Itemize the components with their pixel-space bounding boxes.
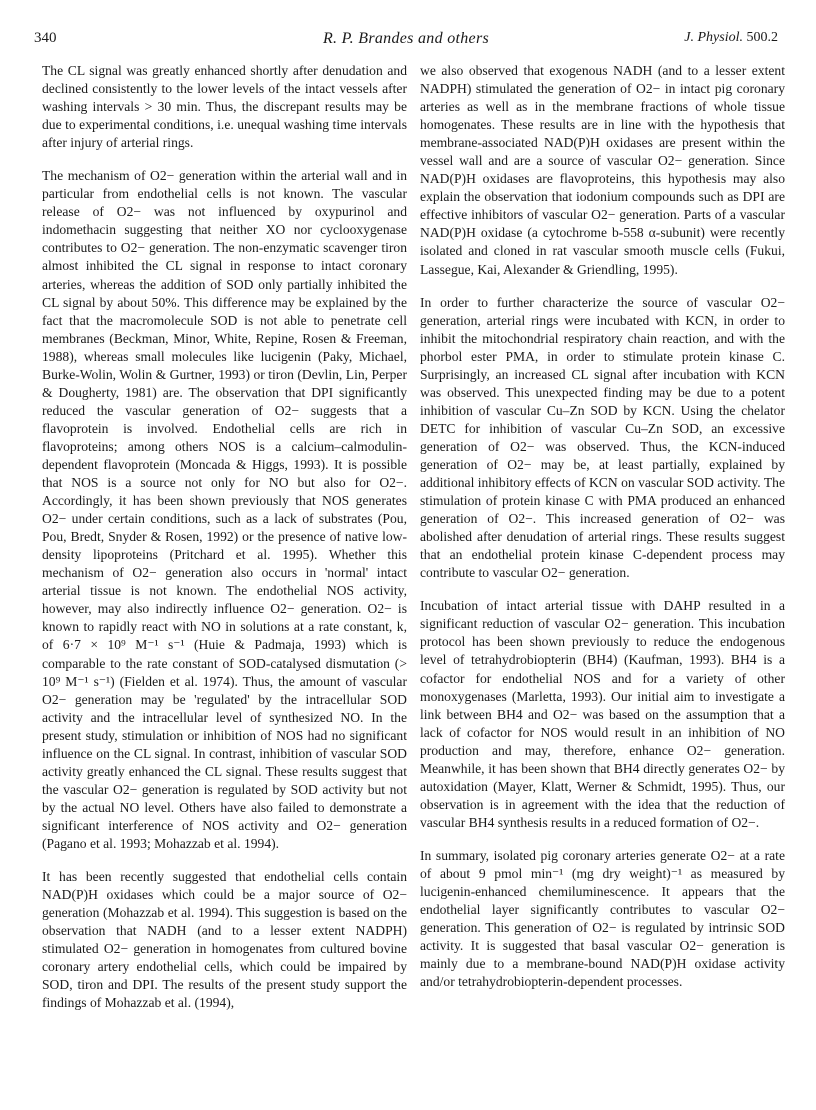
paragraph: It has been recently suggested that endothelial cells contain NAD(P)H oxidases which could be a major source of O2− generation (Mohazzab et al. 1994). This suggestion is based on the observation that NADH (and to a lesser extent NADPH) stimulated O2− generation in homogenates from cultured bovine coronary artery endothelial cells, which could be impaired by SOD, tiron and DPI. The results of the present study support the findings of Mohazzab et al. (1994),	[42, 869, 407, 1011]
paragraph: In order to further characterize the source of vascular O2− generation, arterial rings were incubated with KCN, in order to inhibit the mitochondrial respiratory chain reaction, and with the phorbol ester PMA, in order to stimulate protein kinase C. Surprisingly, an increased CL signal after incubation with KCN was observed. This unexpected finding may be due to a potent inhibition of vascular Cu–Zn SOD by KCN. Using the chelator DETC for inhibition of vascular Cu–Zn SOD, an excessive generation of O2− was observed. Thus, the KCN-induced generation of O2− may be, at least partially, explained by additional inhibitory effects of KCN on vascular SOD activity. The stimulation of protein kinase C with PMA produced an enhanced generation of O2−. This increased generation of O2− was abolished after denudation of arterial rings. These results suggest that an endothelial protein kinase C-dependent process may contribute to vascular O2− generation.	[420, 294, 785, 581]
paragraph: The mechanism of O2− generation within the arterial wall and in particular from endothelial cells is not known. The vascular release of O2− was not influenced by oxypurinol and indomethacin suggesting that neither XO nor cyclooxygenase contributes to O2− generation. The non-enzymatic scavenger tiron almost inhibited the CL signal in response to intact coronary arteries, whereas the addition of SOD only partially inhibited the CL signal by about 50%. This difference may be explained by the fact that the macromolecule SOD is not able to penetrate cell membranes (Beckman, Minor, White, Repine, Rosen & Freeman, 1988), whereas small molecules like lucigenin (Paky, Michael, Burke-Wolin, Wolin & Gurtner, 1993) or tiron (Devlin, Lin, Perper & Dougherty, 1981) are. The observation that DPI significantly reduced the vascular generation of O2− suggests that a flavoprotein is involved. Endothelial cells are rich in flavoproteins; among others NOS is a calcium–calmodulin-dependent flavoprotein (Moncada & Higgs, 1993). It is possible that NOS is a source not only for NO but also for O2−. Accordingly, it has been shown previously that NOS generates O2− under certain conditions, such as a lack of substrates (Pou, Pou, Bredt, Snyder & Rosen, 1992) or the presence of native low-density lipoproteins (Pritchard et al. 1995). Whether this mechanism of O2− generation also occurs in 'normal' intact arterial tissue is not known. The endothelial NOS activity, however, may also indirectly influence O2− generation. O2− is known to rapidly react with NO in solutions at a rate constant, k, of 6·7 × 10⁹ M⁻¹ s⁻¹ (Huie & Padmaja, 1993) which is comparable to the rate constant of SOD-catalysed dismutation (> 10⁹ M⁻¹ s⁻¹) (Fielden et al. 1974). Thus, the amount of vascular O2− generation may be 'regulated' by the intracellular SOD activity and the intracellular level of synthesized NO. In the present study, stimulation or inhibition of NOS had no significant influence on the CL signal. In contrast, inhibition of vascular SOD activity greatly enhanced the CL signal. These results suggest that the vascular O2− generation is regulated by SOD activity but not by the actual NO level. Others have also failed to demonstrate a significant interference of NOS activity and O2− generation (Pagano et al. 1993; Mohazzab et al. 1994).	[42, 168, 407, 851]
paragraph: Incubation of intact arterial tissue with DAHP resulted in a significant reduction of vascular O2− generation. This incubation protocol has been shown previously to reduce the endogenous level of tetrahydrobiopterin (BH4) (Kaufman, 1993). BH4 is a cofactor for endothelial NOS and for a variety of other monoxygenases (Marletta, 1993). Our initial aim to investigate a link between BH4 and O2− was based on the assumption that a lack of cofactor for NOS would result in an inhibition of NO production and may, therefore, enhance O2− generation. Meanwhile, it has been shown that BH4 directly generates O2− by autoxidation (Mayer, Klatt, Werner & Schmidt, 1995). Thus, our observation is in agreement with the idea that the reduction of vascular BH4 synthesis results in a reduced formation of O2−.	[420, 598, 785, 830]
right-column	[420, 62, 785, 1006]
left-column	[42, 62, 407, 1027]
page-number: 340	[34, 30, 57, 46]
paragraph: The CL signal was greatly enhanced shortly after denudation and declined consistently to the lower levels of the intact vessels after washing intervals > 30 min. Thus, the discrepant results may be due to experimental conditions, i.e. unequal washing time intervals after injury of arterial rings.	[42, 63, 407, 151]
journal-name: J. Physiol.	[684, 30, 743, 45]
paragraph: we also observed that exogenous NADH (and to a lesser extent NADPH) stimulated the generation of O2− in intact pig coronary arteries as well as in the membrane fractions of whole tissue homogenates. These results are in line with the hypothesis that membrane-associated NAD(P)H oxidases are present within the vessel wall and are a source of vascular O2− generation. Since NAD(P)H oxidases are flavoproteins, this hypothesis may also explain the observation that iodonium compounds such as DPI are effective inhibitors of vascular O2− generation. Parts of a vascular NAD(P)H oxidase (a cytochrome b-558 α-subunit) were recently isolated and cloned in rat vascular smooth muscle cells (Fukui, Lassegue, Kai, Alexander & Griendling, 1995).	[420, 63, 785, 277]
running-header	[34, 30, 778, 52]
running-author: R. P. Brandes and others	[322, 30, 489, 47]
paragraph: In summary, isolated pig coronary arteries generate O2− at a rate of about 9 pmol min⁻¹ (mg dry weight)⁻¹ as measured by lucigenin-enhanced chemiluminescence. It appears that the endothelial layer significantly contributes to vascular O2− generation. This generation of O2− is regulated by intrinsic SOD activity. It is suggested that basal vascular O2− generation is mainly due to a membrane-bound NAD(P)H oxidase activity and/or tetrahydrobiopterin-dependent processes.	[420, 847, 785, 990]
journal-volume: 500.2	[746, 30, 778, 45]
journal-citation	[684, 30, 778, 46]
